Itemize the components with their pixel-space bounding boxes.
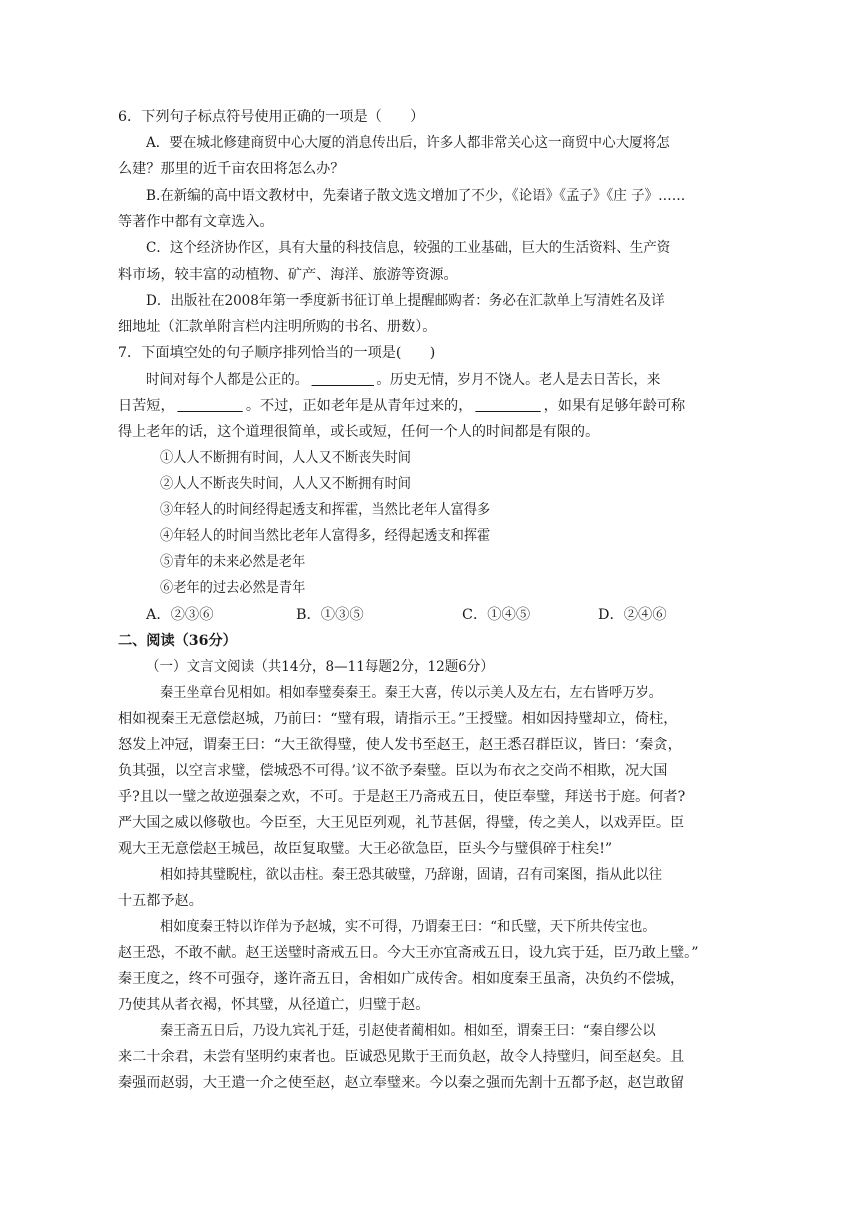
q7-passage-text: 日苦短， xyxy=(118,398,175,414)
q7-passage-text: 。历史无情，岁月不饶人。老人是去日苦长，来 xyxy=(376,372,661,388)
fill-blank-3 xyxy=(475,396,540,412)
q6-option-d-line2: 细地址（汇款单附言栏内注明所购的书名、册数）。 xyxy=(118,319,437,335)
passage-line: 秦王斋五日后，乃设九宾礼于廷，引赵使者蔺相如。相如至，谓秦王曰：“秦自缪公以 xyxy=(160,1023,656,1039)
q7-option-a: A．②③⑥ xyxy=(146,607,214,623)
section-title: 二、阅读（36分） xyxy=(118,633,237,649)
passage-line: 乎?且以一璧之故逆强秦之欢，不可。于是赵王乃斋戒五日，使臣奉璧，拜送书于庭。何者? xyxy=(118,789,686,805)
passage-line: 观大王无意偿赵王城邑，故臣复取璧。大王必欲急臣，臣头今与璧俱碎于柱矣!” xyxy=(118,841,613,857)
passage-line: 来二十余君，未尝有坚明约束者也。臣诚恐见欺于王而负赵，故令人持璧归，间至赵矣。且 xyxy=(118,1049,685,1065)
passage-line: 乃使其从者衣褐，怀其璧，从径道亡，归璧于赵。 xyxy=(118,997,430,1013)
passage-line: 秦王度之，终不可强夺，遂许斋五日，舍相如广成传舍。相如度秦王虽斋，决负约不偿城， xyxy=(118,971,685,987)
passage-line: 负其强，以空言求璧，偿城恐不可得。’议不欲予秦璧。臣以为布衣之交尚不相欺，况大国 xyxy=(118,763,668,779)
q6-option-c-line1: C．这个经济协作区，具有大量的科技信息，较强的工业基础，巨大的生活资料、生产资 xyxy=(146,240,671,256)
passage-line: 相如视秦王无意偿赵城，乃前曰：“璧有瑕，请指示王。”王授璧。相如因持璧却立，倚柱， xyxy=(118,711,678,727)
passage-line: 秦王坐章台见相如。相如奉璧奏秦王。秦王大喜，传以示美人及左右，左右皆呼万岁。 xyxy=(160,685,662,701)
passage-line: 相如度秦王特以诈佯为予赵城，实不可得，乃谓秦王曰：“和氏璧，天下所共传宝也。 xyxy=(160,919,656,935)
passage-line: 赵王恐，不敢不献。赵王送璧时斋戒五日。今大王亦宜斋戒五日，设九宾于廷，臣乃敢上璧。” xyxy=(118,945,699,961)
q6-stem: 6．下列句子标点符号使用正确的一项是（ ） xyxy=(118,109,425,125)
fill-blank-1 xyxy=(311,370,373,386)
q6-option-c-line2: 料市场，较丰富的动植物、矿产、海洋、旅游等资源。 xyxy=(118,267,458,283)
subsection-title: （一）文言文阅读（共14分，8—11每题2分，12题6分） xyxy=(146,659,494,675)
q7-item-6: ⑥老年的过去必然是青年 xyxy=(160,580,306,596)
q7-passage-line3: 得上老年的话，这个道理很简单，或长或短，任何一个人的时间都是有限的。 xyxy=(118,424,600,440)
passage-line: 怒发上冲冠，谓秦王曰：“大王欲得璧，使人发书至赵王，赵王悉召群臣议，皆曰：‘秦贪， xyxy=(118,737,682,753)
q7-item-1: ①人人不断拥有时间，人人又不断丧失时间 xyxy=(160,450,411,466)
q7-stem: 7．下面填空处的句子顺序排列恰当的一项是( ) xyxy=(118,345,436,361)
q7-option-d: D．②④⑥ xyxy=(598,607,667,623)
q6-option-a-line1: A．要在城北修建商贸中心大厦的消息传出后，许多人都非常关心这一商贸中心大厦将怎 xyxy=(146,135,670,151)
q7-item-4: ④年轻人的时间当然比老年人富得多，经得起透支和挥霍 xyxy=(160,528,491,544)
q7-item-5: ⑤青年的未来必然是老年 xyxy=(160,554,306,570)
passage-line: 严大国之威以修敬也。今臣至，大王见臣列观，礼节甚倨，得璧，传之美人，以戏弄臣。臣 xyxy=(118,815,685,831)
q7-option-b: B．①③⑤ xyxy=(296,607,364,623)
q6-option-a-line2: 么建？那里的近千亩农田将怎么办？ xyxy=(118,161,345,177)
q7-passage-line2 xyxy=(118,394,742,420)
q7-item-2: ②人人不断丧失时间，人人又不断拥有时间 xyxy=(160,476,411,492)
q7-option-c: C．①④⑤ xyxy=(462,607,531,623)
q6-option-b-line2: 等著作中都有文章选入。 xyxy=(118,214,274,230)
passage-line: 相如持其璧睨柱，欲以击柱。秦王恐其破璧，乃辞谢，固请，召有司案图，指从此以往 xyxy=(160,867,662,883)
q7-item-3: ③年轻人的时间经得起透支和挥霍，当然比老年人富得多 xyxy=(160,502,491,518)
q6-option-b-line1: B.在新编的高中语文教材中，先秦诸子散文选文增加了不少，《论语》《孟子》《庄 子》…… xyxy=(146,188,686,204)
q7-passage-line1 xyxy=(146,368,742,394)
q6-option-d-line1: D．出版社在2008年第一季度新书征订单上提醒邮购者：务必在汇款单上写清姓名及详 xyxy=(146,293,665,309)
q7-passage-text: ，如果有足够年龄可称 xyxy=(543,398,686,414)
passage-line: 十五都予赵。 xyxy=(118,893,203,909)
fill-blank-2 xyxy=(178,396,243,412)
q7-passage-text: 。不过，正如老年是从青年过来的， xyxy=(245,398,473,414)
q7-passage-text: 时间对每个人都是公正的。 xyxy=(146,372,309,388)
passage-line: 秦强而赵弱，大王遣一介之使至赵，赵立奉璧来。今以秦之强而先割十五都予赵，赵岂敢留 xyxy=(118,1075,685,1091)
